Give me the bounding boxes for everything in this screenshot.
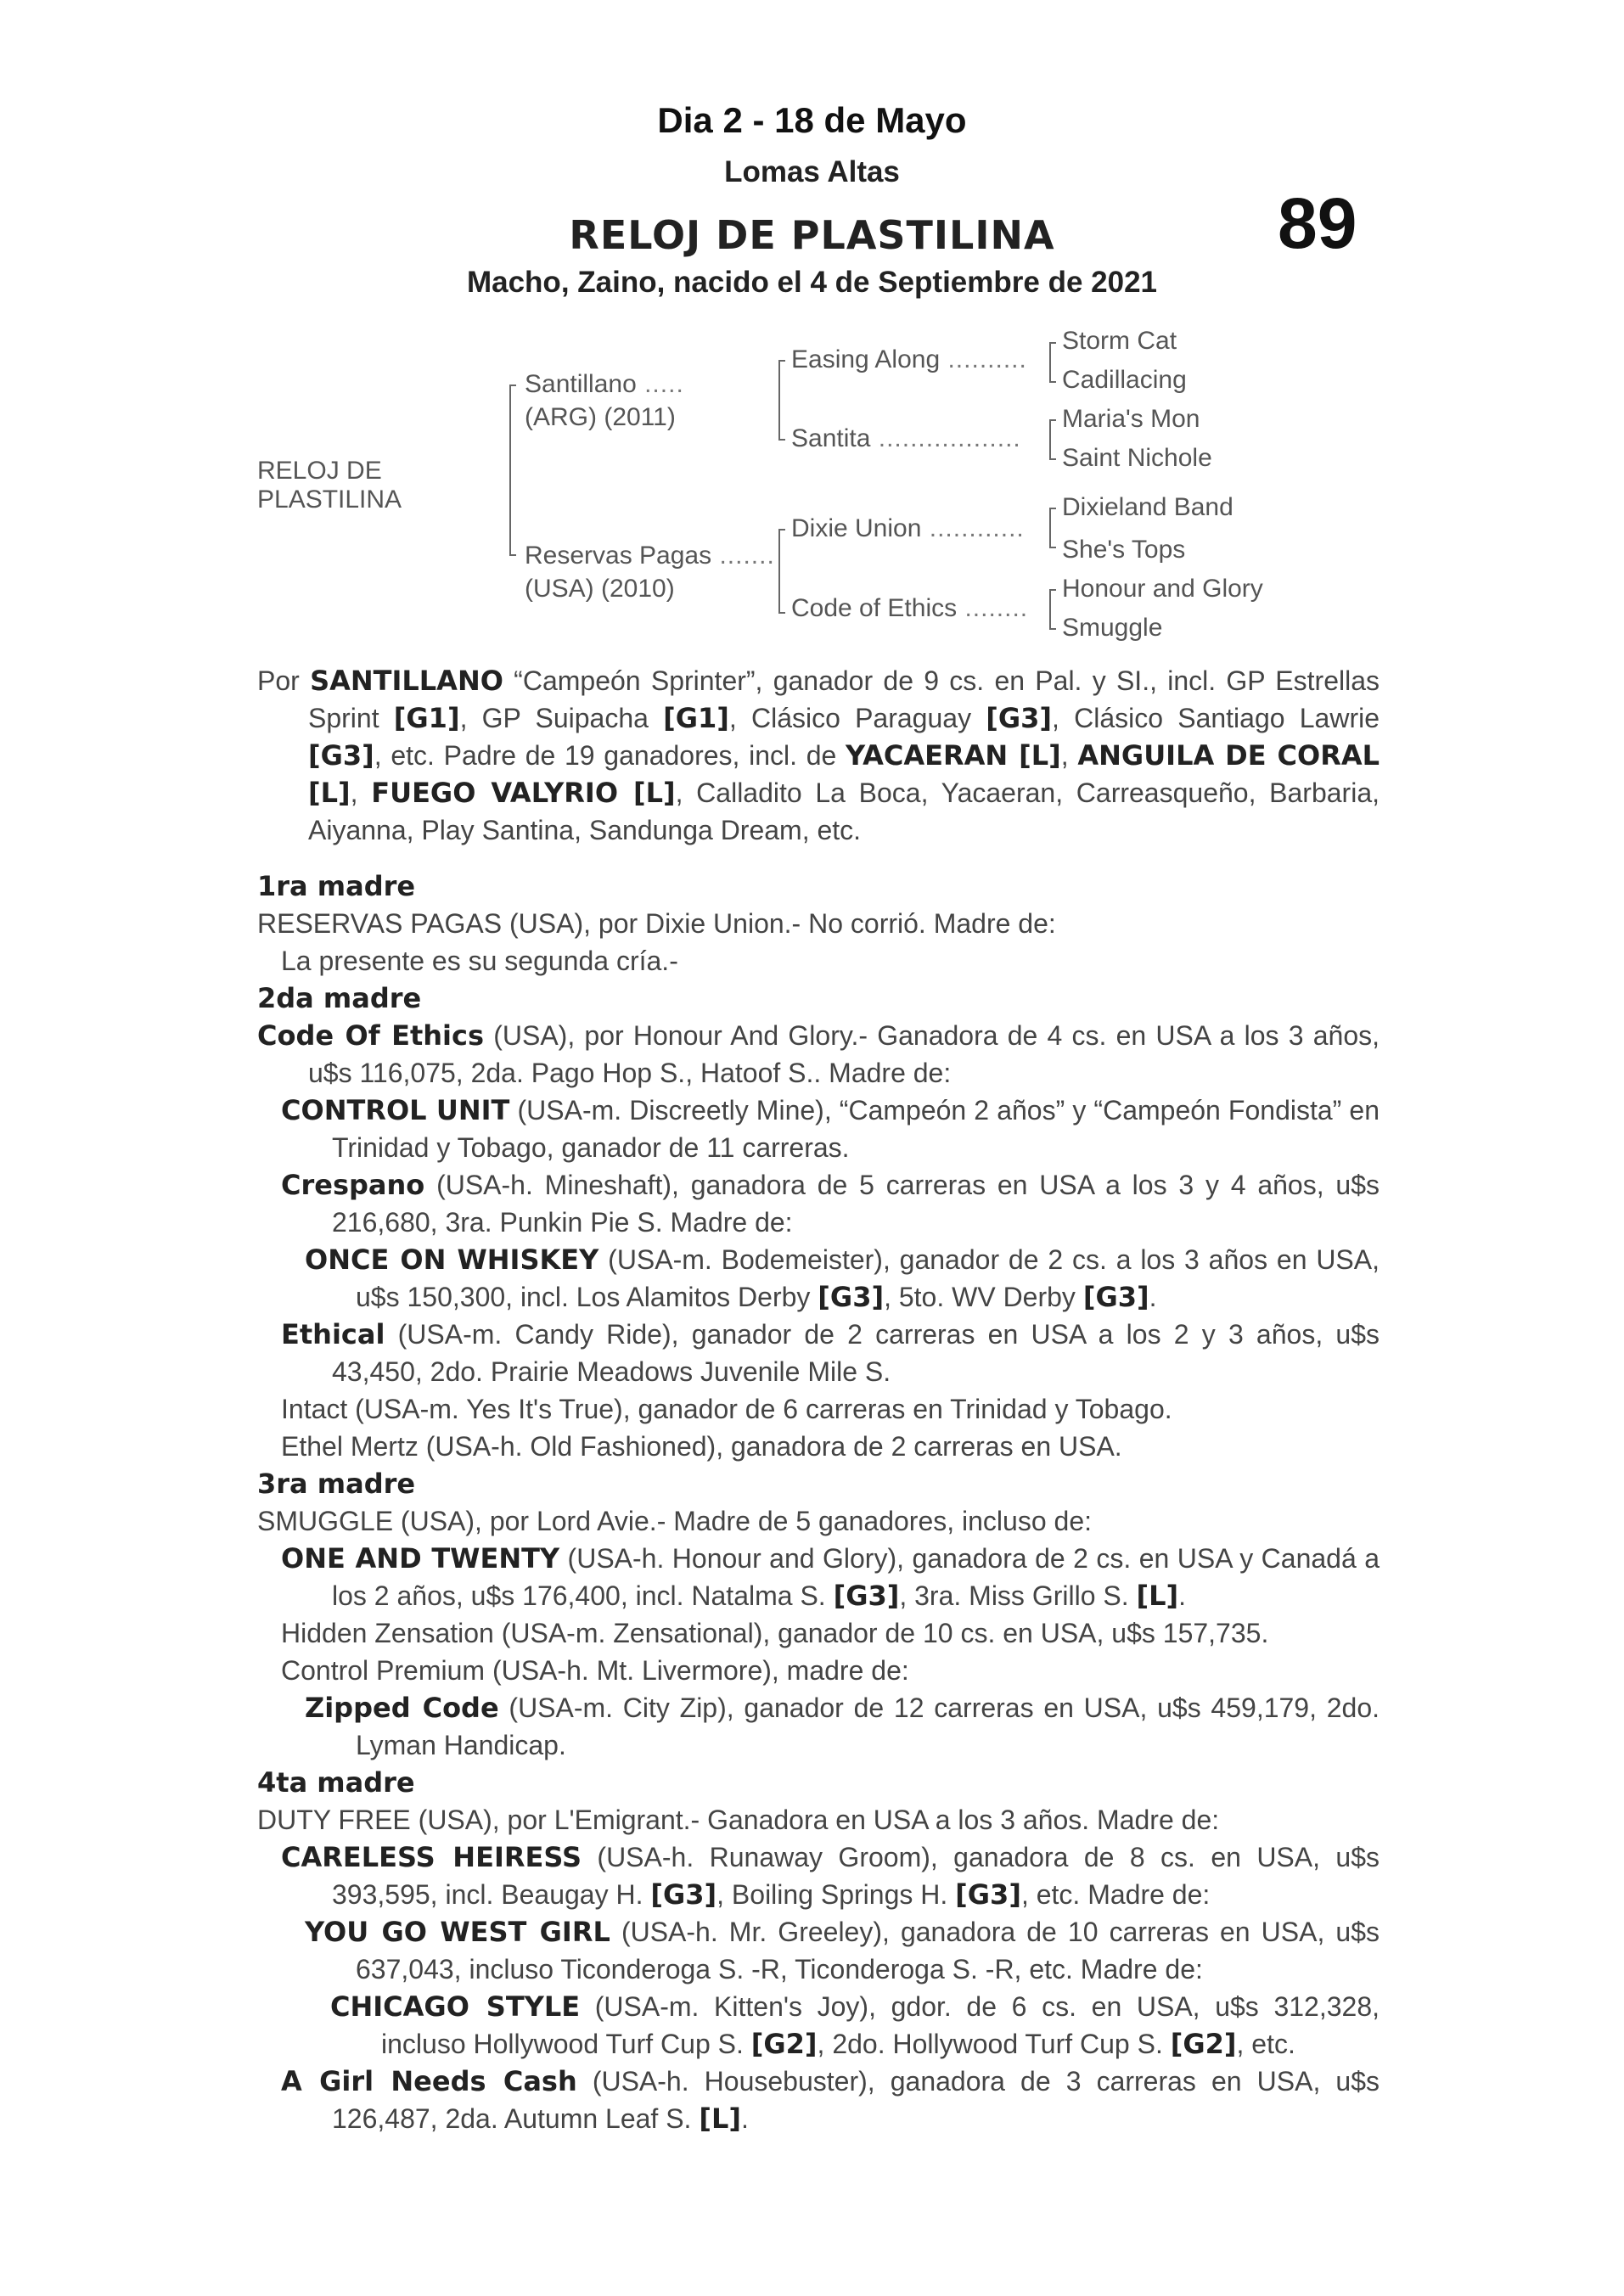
sire-sire: Easing Along .......... <box>791 345 1027 373</box>
first-dam-title: 1ra madre <box>257 870 416 902</box>
sire-highlight: SANTILLANO <box>310 665 503 697</box>
sire-paragraph: Por SANTILLANO “Campeón Sprinter”, ganador de 9 cs. en Pal. y SI., incl. GP Estrellas Sprint [G1], GP Suipacha [G1], Clásico Paraguay [G3], Clásico Santiago Lawrie [G3], etc. Padre de 19 ganadores, incl. de YACAERAN [L], ANGUILA DE CORAL [L], FUEGO VALYRIO [L], Calladito La Boca, Yacaeran, Carreasqueño, Barbaria, Aiyanna, Play Santina, Sandunga Dream, etc. <box>257 665 1380 845</box>
sire-name: Santillano ..... <box>525 370 684 398</box>
dam-sire: Dixie Union ............ <box>791 514 1025 542</box>
ggp-2: Cadillacing <box>1062 366 1187 394</box>
third-dam-title: 3ra madre <box>257 1468 416 1500</box>
second-dam-produce-4: Intact (USA-m. Yes It's True), ganador de 6 carreras en Trinidad y Tobago. <box>281 1394 1172 1424</box>
first-dam-note: La presente es su segunda cría.- <box>281 946 678 976</box>
sire-dam: Santita .................. <box>791 424 1021 452</box>
subject-line2: PLASTILINA <box>257 486 402 514</box>
second-dam-produce-1: CONTROL UNIT (USA-m. Discreetly Mine), “Campeón 2 años” y “Campeón Fondista” en Trinidad y Tobago, ganador de 11 carreras. <box>281 1094 1380 1163</box>
dam-origin: (USA) (2010) <box>525 575 675 603</box>
ggp-4: Saint Nichole <box>1062 444 1212 472</box>
third-dam-produce-2: Hidden Zensation (USA-m. Zensational), ganador de 10 cs. en USA, u$s 157,735. <box>281 1618 1269 1648</box>
fourth-dam-title: 4ta madre <box>257 1766 415 1799</box>
horse-description: Macho, Zaino, nacido el 4 de Septiembre de 2021 <box>466 266 1158 299</box>
first-dam-section <box>257 867 1380 2137</box>
dam-name: Reservas Pagas ....... <box>525 542 775 570</box>
second-dam-produce-5: Ethel Mertz (USA-h. Old Fashioned), ganadora de 2 carreras en USA. <box>281 1431 1122 1462</box>
ggp-8: Smuggle <box>1062 614 1163 642</box>
ggp-7: Honour and Glory <box>1062 575 1263 603</box>
third-dam-produce-3: Control Premium (USA-h. Mt. Livermore), madre de: <box>281 1655 909 1686</box>
ggp-1: Storm Cat <box>1062 327 1177 355</box>
second-dam-produce-3: Ethical (USA-m. Candy Ride), ganador de 2 carreras en USA a los 2 y 3 años, u$s 43,450, 2do. Prairie Meadows Juvenile Mile S. <box>281 1318 1380 1387</box>
second-dam-title: 2da madre <box>257 982 422 1014</box>
horse-name: RELOJ DE PLASTILINA <box>569 212 1055 258</box>
third-dam-produce-3a: Zipped Code (USA-m. City Zip), ganador de 12 carreras en USA, u$s 459,179, 2do. Lyman Handicap. <box>305 1692 1380 1760</box>
ggp-5: Dixieland Band <box>1062 493 1233 521</box>
subject-line1: RELOJ DE <box>257 457 382 485</box>
sale-day: Dia 2 - 18 de Mayo <box>657 100 967 140</box>
third-dam-produce-1: ONE AND TWENTY (USA-h. Honour and Glory), ganadora de 2 cs. en USA y Canadá a los 2 años, u$s 176,400, incl. Natalma S. [G3], 3ra. Miss Grillo S. [L]. <box>281 1542 1380 1612</box>
fourth-dam-produce-1a: YOU GO WEST GIRL (USA-h. Mr. Greeley), ganadora de 10 carreras en USA, u$s 637,043, incluso Ticonderoga S. -R, Ticonderoga S. -R, etc. Madre de: <box>305 1916 1380 1984</box>
second-dam-produce-2a: ONCE ON WHISKEY (USA-m. Bodemeister), ganador de 2 cs. a los 3 años en USA, u$s 150,300, incl. Los Alamitos Derby [G3], 5to. WV Derby [G3]. <box>305 1243 1380 1313</box>
fourth-dam-produce-1: CARELESS HEIRESS (USA-h. Runaway Groom), ganadora de 8 cs. en USA, u$s 393,595, incl. Beaugay H. [G3], Boiling Springs H. [G3], etc. Madre de: <box>281 1841 1380 1911</box>
stud-name: Lomas Altas <box>724 155 900 188</box>
dam-dam: Code of Ethics ........ <box>791 594 1029 622</box>
lot-number: 89 <box>1278 183 1357 263</box>
fourth-dam-produce-1b: CHICAGO STYLE (USA-m. Kitten's Joy), gdor. de 6 cs. en USA, u$s 312,328, incluso Hollywood Turf Cup S. [G2], 2do. Hollywood Turf Cup S. [G2], etc. <box>330 1990 1380 2060</box>
first-dam-line: RESERVAS PAGAS (USA), por Dixie Union.- No corrió. Madre de: <box>257 908 1056 939</box>
pedigree-subject <box>257 457 402 514</box>
fourth-dam-line: DUTY FREE (USA), por L'Emigrant.- Ganadora en USA a los 3 años. Madre de: <box>257 1805 1220 1835</box>
fourth-dam-produce-2: A Girl Needs Cash (USA-h. Housebuster), ganadora de 3 carreras en USA, u$s 126,487, 2da. Autumn Leaf S. [L]. <box>281 2065 1380 2135</box>
sire-origin: (ARG) (2011) <box>525 403 676 431</box>
second-dam-entry: Code Of Ethics (USA), por Honour And Glory.- Ganadora de 4 cs. en USA a los 3 años, u$s 116,075, 2da. Pago Hop S., Hatoof S.. Madre de: <box>257 1019 1380 1088</box>
ggp-6: She's Tops <box>1062 536 1186 564</box>
third-dam-line: SMUGGLE (USA), por Lord Avie.- Madre de 5 ganadores, incluso de: <box>257 1506 1092 1536</box>
second-dam-produce-2: Crespano (USA-h. Mineshaft), ganadora de 5 carreras en USA a los 3 y 4 años, u$s 216,680, 3ra. Punkin Pie S. Madre de: <box>281 1169 1380 1238</box>
ggp-3: Maria's Mon <box>1062 405 1200 433</box>
